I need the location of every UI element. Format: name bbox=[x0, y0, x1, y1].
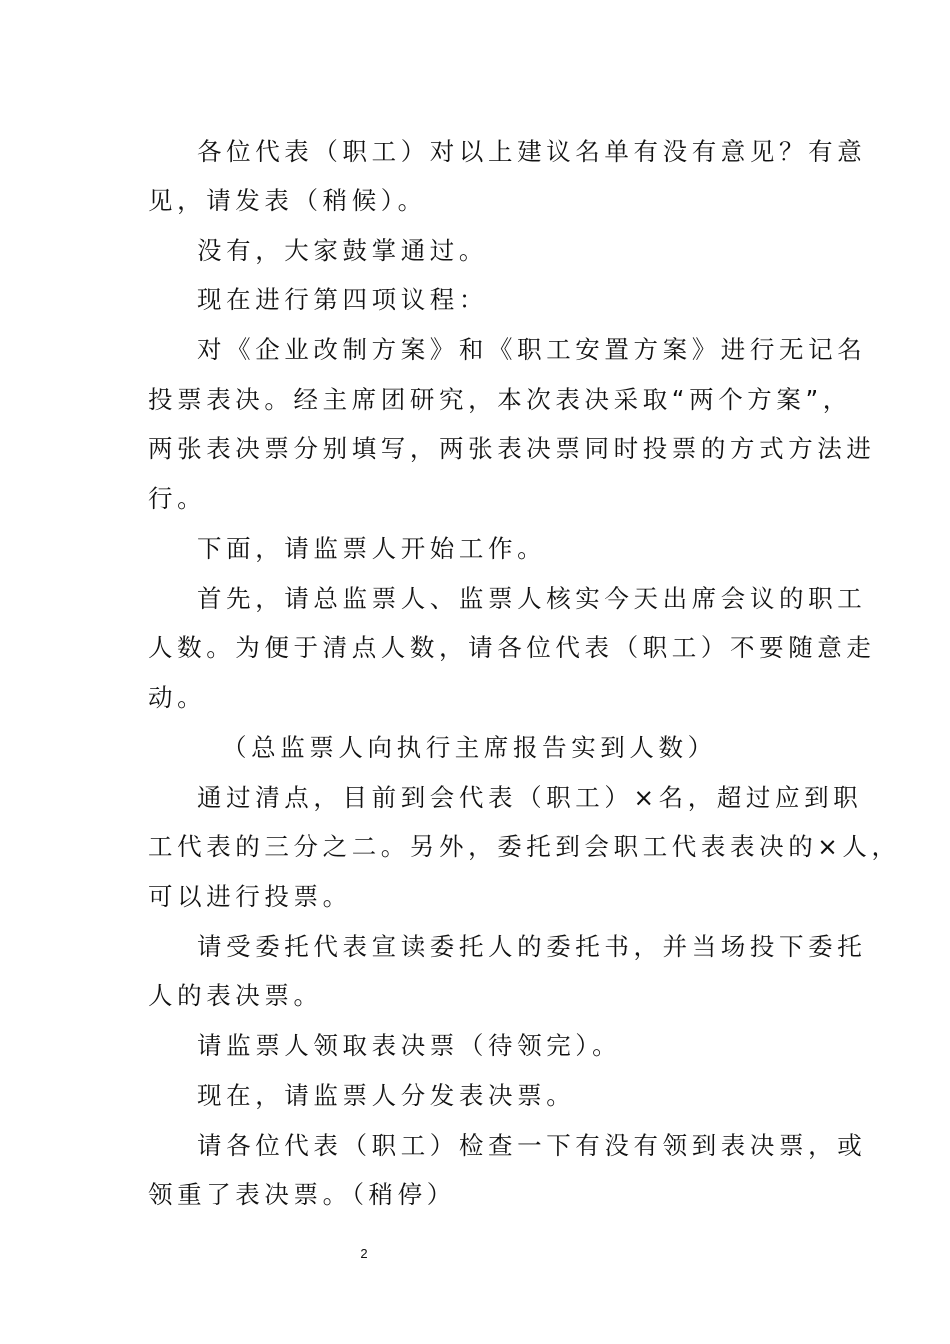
page-number: 2 bbox=[360, 1246, 368, 1261]
paragraph-line: 工代表的三分之二。另外，委托到会职工代表表决的×人， bbox=[148, 832, 901, 861]
paragraph-line: 没有，大家鼓掌通过。 bbox=[197, 236, 488, 265]
paragraph-line: 现在进行第四项议程： bbox=[197, 285, 488, 314]
paragraph-line: 通过清点，目前到会代表（职工）×名，超过应到职 bbox=[197, 783, 863, 812]
paragraph-line: 领重了表决票。（稍停） bbox=[148, 1180, 456, 1209]
paragraph-line: 首先，请总监票人、监票人核实今天出席会议的职工 bbox=[197, 584, 867, 613]
paragraph-line: 请监票人领取表决票（待领完）。 bbox=[197, 1031, 622, 1060]
paragraph-line: 对《企业改制方案》和《职工安置方案》进行无记名 bbox=[197, 335, 867, 364]
paragraph-line: 各位代表（职工）对以上建议名单有没有意见？有意 bbox=[197, 137, 867, 166]
paragraph-line: 动。 bbox=[148, 683, 207, 712]
paragraph-line: 可以进行投票。 bbox=[148, 882, 352, 911]
paragraph-line: 人的表决票。 bbox=[148, 981, 323, 1010]
paragraph-line: 请各位代表（职工）检查一下有没有领到表决票，或 bbox=[197, 1131, 867, 1160]
paragraph-line: 人数。为便于清点人数，请各位代表（职工）不要随意走 bbox=[148, 633, 876, 662]
paragraph-line: 现在，请监票人分发表决票。 bbox=[197, 1081, 576, 1110]
paragraph-line: 见，请发表（稍候）。 bbox=[148, 186, 427, 215]
paragraph-line: 行。 bbox=[148, 484, 207, 513]
paragraph-line: 请受委托代表宣读委托人的委托书，并当场投下委托 bbox=[197, 932, 867, 961]
paragraph-line: 投票表决。经主席团研究，本次表决采取“两个方案”， bbox=[148, 385, 852, 414]
paragraph-line: 两张表决票分别填写，两张表决票同时投票的方式方法进 bbox=[148, 434, 876, 463]
paragraph-line: 下面，请监票人开始工作。 bbox=[197, 534, 547, 563]
paragraph-line: （总监票人向执行主席报告实到人数） bbox=[222, 733, 717, 762]
